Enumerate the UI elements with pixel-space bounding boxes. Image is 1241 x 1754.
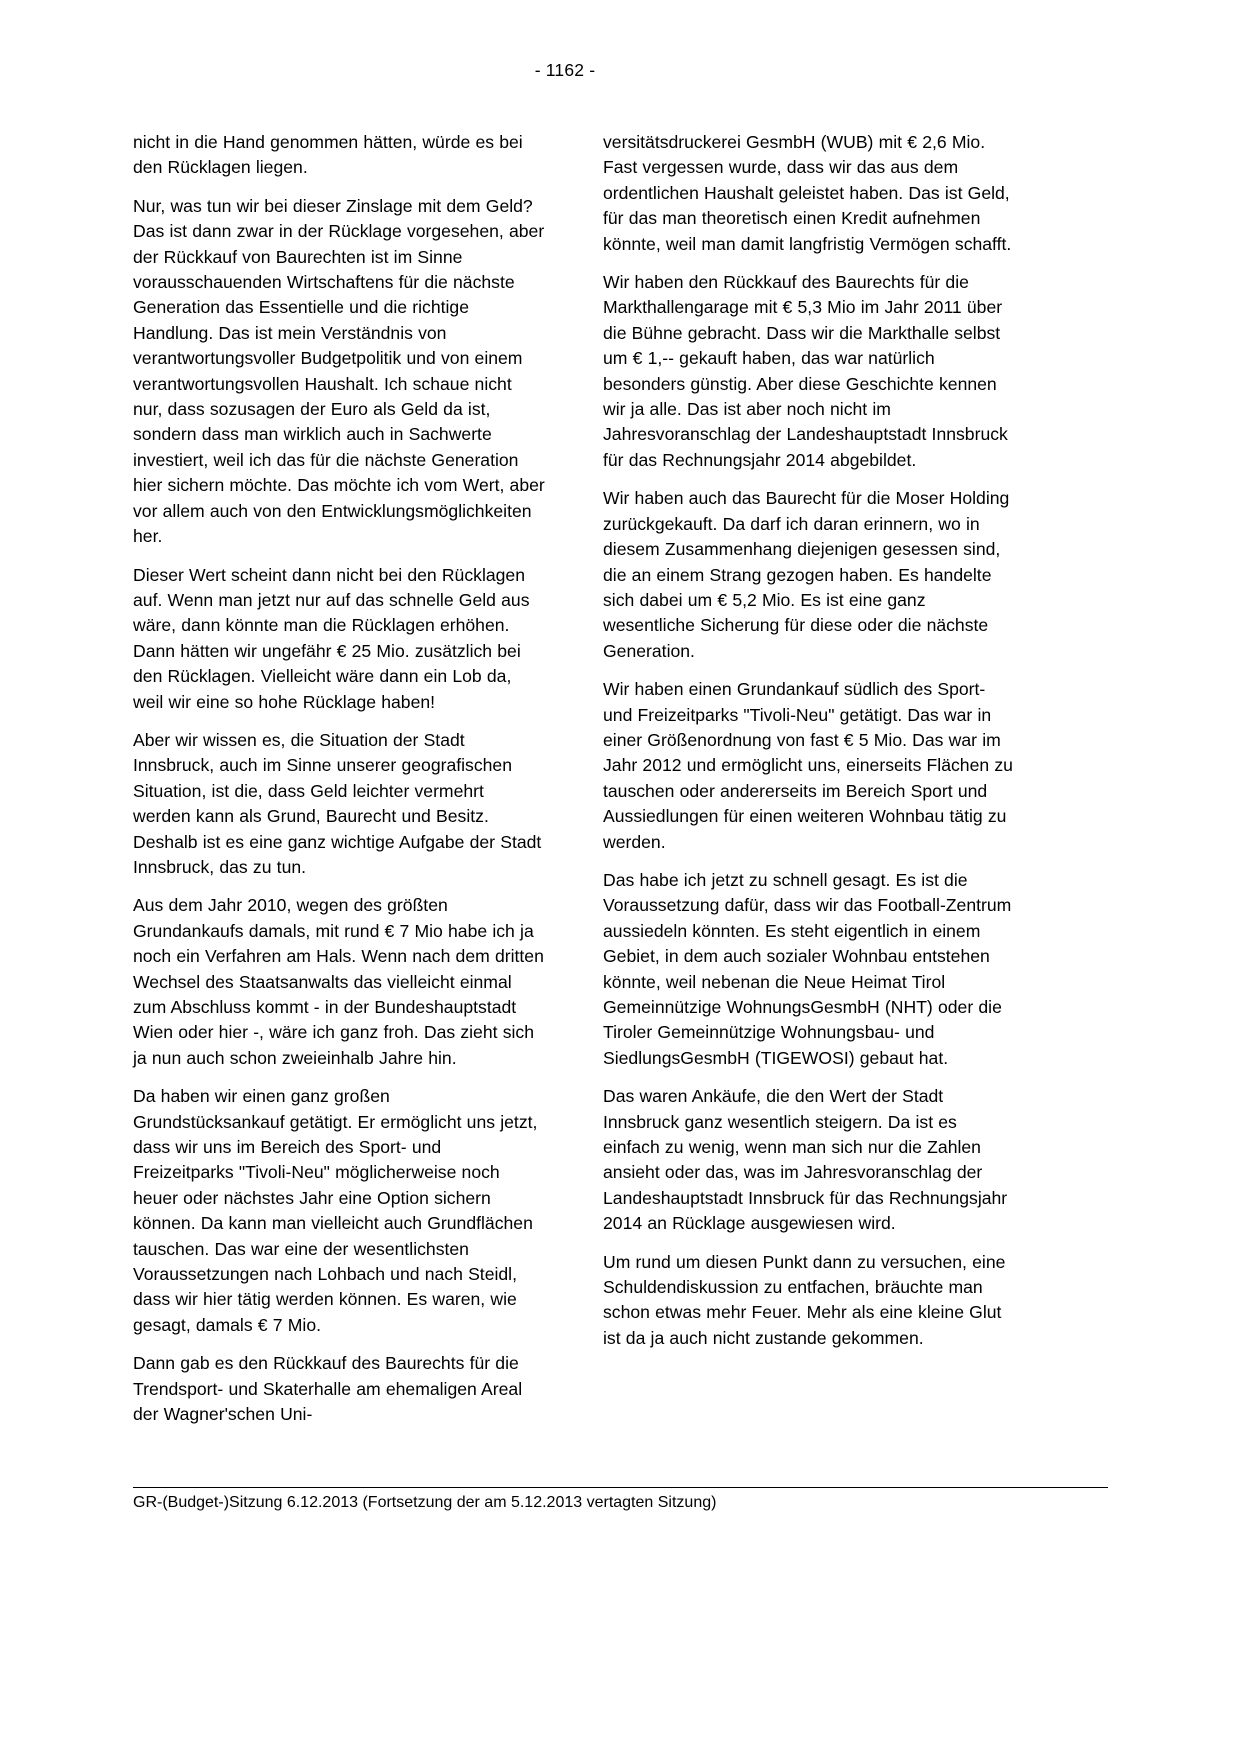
paragraph: Das waren Ankäufe, die den Wert der Stadt Innsbruck ganz wesentlich steigern. Da ist es einfach zu wenig, wenn man sich nur die Zahlen ansieht oder das, was im Jahresvoranschlag der Landeshauptstadt Innsbruck für das Rechnungsjahr 2014 an Rücklage ausgewiesen wird. — [603, 1086, 1008, 1234]
paragraph: Das habe ich jetzt zu schnell gesagt. Es ist die Voraussetzung dafür, dass wir das Football-Zentrum aussiedeln könnten. Es steht eigentlich in einem Gebiet, in dem auch sozialer Wohnbau entstehen könnte, weil nebenan die Neue Heimat Tirol Gemeinnützige WohnungsGesmbH (NHT) oder die Tiroler Gemeinnützige Wohnungsbau- und SiedlungsGesmbH (TIGEWOSI) gebaut hat. — [603, 869, 1012, 1068]
page-number: - 1162 - — [534, 60, 596, 80]
right-column — [603, 130, 1015, 1441]
paragraph: Dieser Wert scheint dann nicht bei den Rücklagen auf. Wenn man jetzt nur auf das schnelle Geld aus wäre, dann könnte man die Rücklagen erhöhen. Dann hätten wir ungefähr € 25 Mio. zusätzlich bei den Rücklagen. Vielleicht wäre dann ein Lob da, weil wir eine so hohe Rücklage haben! — [133, 564, 530, 712]
paragraph: Aus dem Jahr 2010, wegen des größten Grundankaufs damals, mit rund € 7 Mio habe ich ja noch ein Verfahren am Hals. Wenn nach dem dritten Wechsel des Staatsanwalts das vielleicht einmal zum Abschluss kommt - in der Bundeshauptstadt Wien oder hier -, wäre ich ganz froh. Das zieht sich ja nun auch schon zweieinhalb Jahre hin. — [133, 895, 544, 1068]
paragraph: Um rund um diesen Punkt dann zu versuchen, eine Schuldendiskussion zu entfachen, bräuchte man schon etwas mehr Feuer. Mehr als eine kleine Glut ist da ja auch nicht zustande gekommen. — [603, 1251, 1006, 1348]
paragraph: Wir haben den Rückkauf des Baurechts für die Markthallengarage mit € 5,3 Mio im Jahr 2011 über die Bühne gebracht. Dass wir die Markthalle selbst um € 1,-- gekauft haben, das war natürlich besonders günstig. Aber diese Geschichte kennen wir ja alle. Das ist aber noch nicht im Jahresvoranschlag der Landeshauptstadt Innsbruck für das Rechnungsjahr 2014 abgebildet. — [603, 272, 1008, 470]
left-column — [133, 130, 545, 1441]
page-content — [133, 130, 1108, 1441]
paragraph: Dann gab es den Rückkauf des Baurechts für die Trendsport- und Skaterhalle am ehemaligen Areal der Wagner'schen Uni- — [133, 1353, 523, 1425]
paragraph: versitätsdruckerei GesmbH (WUB) mit € 2,6 Mio. Fast vergessen wurde, dass wir das aus dem ordentlichen Haushalt geleistet haben. Das ist Geld, für das man theoretisch einen Kredit aufnehmen könnte, weil man damit langfristig Vermögen schafft. — [603, 132, 1012, 254]
paragraph: Wir haben auch das Baurecht für die Moser Holding zurückgekauft. Da darf ich daran erinnern, wo in diesem Zusammenhang diejenigen gesessen sind, die an einem Strang gezogen haben. Es handelte sich dabei um € 5,2 Mio. Es ist eine ganz wesentliche Sicherung für diese oder die nächste Generation. — [603, 488, 1010, 661]
paragraph: Nur, was tun wir bei dieser Zinslage mit dem Geld? Das ist dann zwar in der Rücklage vorgesehen, aber der Rückkauf von Baurechten ist im Sinne vorausschauenden Wirtschaftens für die nächste Generation das Essentielle und die richtige Handlung. Das ist mein Verständnis von verantwortungsvoller Budgetpolitik und von einem verantwortungsvollen Haushalt. Ich schaue nicht nur, dass sozusagen der Euro als Geld da ist, sondern dass man wirklich auch in Sachwerte investiert, weil ich das für die nächste Generation hier sichern möchte. Das möchte ich vom Wert, aber vor allem auch von den Entwicklungsmöglichkeiten her. — [133, 195, 545, 547]
paragraph: Wir haben einen Grundankauf südlich des Sport- und Freizeitparks "Tivoli-Neu" getätigt. Das war in einer Größenordnung von fast € 5 Mio. Das war im Jahr 2012 und ermöglicht uns, einerseits Flächen zu tauschen oder andererseits im Bereich Sport und Aussiedlungen für einen weiteren Wohnbau tätig zu werden. — [603, 679, 1013, 852]
paragraph: nicht in die Hand genommen hätten, würde es bei den Rücklagen liegen. — [133, 132, 523, 178]
paragraph: Aber wir wissen es, die Situation der Stadt Innsbruck, auch im Sinne unserer geografischen Situation, ist die, dass Geld leichter vermehrt werden kann als Grund, Baurecht und Besitz. Deshalb ist es eine ganz wichtige Aufgabe der Stadt Innsbruck, das zu tun. — [133, 729, 542, 877]
page-footer: GR-(Budget-)Sitzung 6.12.2013 (Fortsetzung der am 5.12.2013 vertagten Sitzung) — [133, 1487, 1108, 1512]
paragraph: Da haben wir einen ganz großen Grundstücksankauf getätigt. Er ermöglicht uns jetzt, dass wir uns im Bereich des Sport- und Freizeitparks "Tivoli-Neu" möglicherweise noch heuer oder nächstes Jahr eine Option sichern können. Da kann man vielleicht auch Grundflächen tauschen. Das war eine der wesentlichsten Voraussetzungen nach Lohbach und nach Steidl, dass wir hier tätig werden können. Es waren, wie gesagt, damals € 7 Mio. — [133, 1086, 538, 1335]
